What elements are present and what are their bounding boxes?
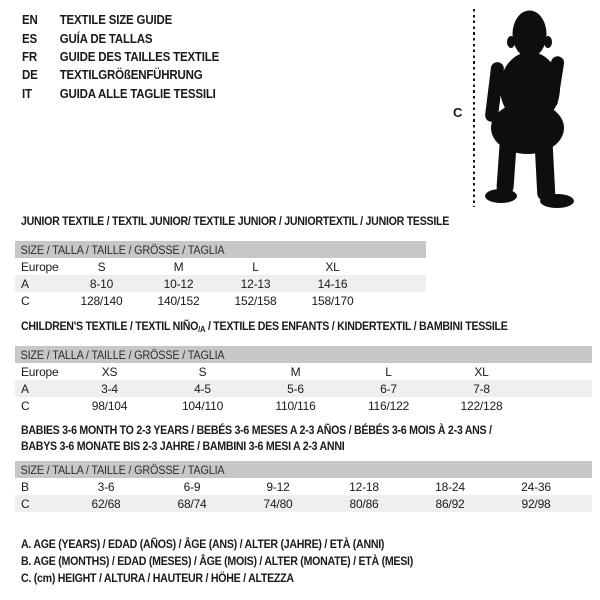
table-row-height [15, 397, 592, 414]
language-code: EN [22, 13, 38, 28]
children-title-sub: /A [198, 324, 206, 334]
children-title-pre: CHILDREN'S TEXTILE / TEXTIL NIÑO [21, 319, 199, 333]
size-cell: 3-4 [101, 381, 118, 396]
babies-title-line1: BABIES 3-6 MONTH TO 2-3 YEARS / BEBÉS 3-6 MESES A 2-3 AÑOS / BÉBÉS 3-6 MOIS À 2-3 ANS / [21, 423, 492, 437]
size-cell: 24-36 [521, 479, 551, 494]
size-cell: 98/104 [91, 398, 128, 413]
size-cell: 74/80 [263, 496, 293, 511]
size-cell: 3-6 [97, 479, 115, 494]
height-label-c: C [453, 105, 463, 120]
size-cell: 8-10 [89, 276, 114, 291]
language-row-fr [22, 48, 219, 66]
size-cell: 7-8 [473, 381, 490, 396]
height-measure-dotted-line [473, 9, 475, 207]
size-cell: 80/86 [349, 496, 379, 511]
table-row-height [15, 495, 592, 512]
language-row-en [22, 11, 219, 29]
row-label: A [21, 381, 29, 396]
column-header: XL [474, 364, 489, 379]
table-row-age [15, 275, 426, 292]
junior-section-title: JUNIOR TEXTILE / TEXTIL JUNIOR/ TEXTILE JUNIOR / JUNIORTEXTIL / JUNIOR TESSILE [21, 214, 450, 228]
children-section-title [21, 319, 508, 338]
table-row-height [15, 292, 426, 309]
size-cell: 9-12 [266, 479, 290, 494]
size-cell: 14-16 [317, 276, 348, 291]
table-header-row [15, 258, 426, 275]
column-header: M [290, 364, 301, 379]
column-header: XL [325, 259, 340, 274]
column-header-europe: Europe [21, 259, 59, 274]
size-cell: 122/128 [460, 398, 503, 413]
language-row-de [22, 66, 219, 84]
size-header-label: SIZE / TALLA / TAILLE / GRÖSSE / TAGLIA [20, 347, 225, 362]
size-cell: 110/116 [275, 398, 316, 413]
table-row-age-months [15, 478, 592, 495]
size-cell: 4-5 [194, 381, 211, 396]
column-header: L [385, 364, 392, 379]
column-header: S [97, 259, 106, 274]
column-header: S [198, 364, 207, 379]
legend-line-b: B. AGE (MONTHS) / EDAD (MESES) / ÂGE (MOIS) / ALTER (MONATE) / ETÀ (MESI) [21, 553, 413, 568]
row-label: C [21, 496, 30, 511]
size-header-band [15, 346, 592, 363]
column-header: XS [101, 364, 118, 379]
column-header-europe: Europe [21, 364, 59, 379]
size-cell: 18-24 [435, 479, 465, 494]
size-cell: 86/92 [435, 496, 465, 511]
size-header-band [15, 241, 426, 258]
size-header-label: SIZE / TALLA / TAILLE / GRÖSSE / TAGLIA [20, 462, 225, 477]
language-title: GUIDA ALLE TAGLIE TESSILI [59, 86, 216, 101]
size-cell: 12-13 [240, 276, 271, 291]
toddler-silhouette-icon [484, 4, 596, 210]
size-cell: 5-6 [287, 381, 304, 396]
legend-line-c: C. (cm) HEIGHT / ALTURA / HAUTEUR / HÖHE / ALTEZZA [21, 570, 294, 585]
size-header-band [15, 461, 592, 478]
row-label: A [21, 276, 29, 291]
children-size-table [15, 346, 592, 414]
size-cell: 12-18 [349, 479, 379, 494]
language-title: TEXTILE SIZE GUIDE [59, 13, 173, 28]
language-code: IT [22, 86, 32, 101]
babies-title-line2: BABYS 3-6 MONATE BIS 2-3 JAHRE / BAMBINI 3-6 MESI A 2-3 ANNI [21, 438, 345, 453]
size-cell: 10-12 [163, 276, 194, 291]
size-cell: 6-9 [183, 479, 201, 494]
size-cell: 128/140 [80, 293, 123, 308]
junior-size-table [15, 241, 426, 309]
babies-section-title [21, 423, 492, 454]
table-header-row [15, 363, 592, 380]
children-title-post: / TEXTILE DES ENFANTS / KINDERTEXTIL / BAMBINI TESSILE [205, 319, 508, 333]
size-cell: 92/98 [521, 496, 551, 511]
size-cell: 104/110 [181, 398, 224, 413]
size-cell: 62/68 [91, 496, 121, 511]
size-cell: 158/170 [311, 293, 354, 308]
language-list [22, 11, 236, 103]
legend-line-a: A. AGE (YEARS) / EDAD (AÑOS) / ÂGE (ANS) / ALTER (JAHRE) / ETÀ (ANNI) [21, 536, 385, 551]
language-row-it [22, 85, 219, 103]
row-label: C [21, 398, 30, 413]
row-label: C [21, 293, 30, 308]
babies-size-table [15, 461, 592, 512]
language-title: GUÍA DE TALLAS [59, 31, 153, 46]
language-row-es [22, 29, 219, 47]
language-title: GUIDE DES TAILLES TEXTILE [59, 49, 220, 64]
size-cell: 6-7 [380, 381, 397, 396]
language-code: DE [22, 68, 38, 83]
language-code: FR [22, 49, 37, 64]
language-title: TEXTILGRÖßENFÜHRUNG [59, 68, 203, 83]
legend [21, 535, 457, 586]
column-header: L [252, 259, 259, 274]
size-header-label: SIZE / TALLA / TAILLE / GRÖSSE / TAGLIA [20, 242, 225, 257]
size-cell: 116/122 [367, 398, 410, 413]
size-cell: 68/74 [177, 496, 207, 511]
size-cell: 140/152 [157, 293, 200, 308]
column-header: M [173, 259, 184, 274]
table-row-age [15, 380, 592, 397]
size-cell: 152/158 [234, 293, 277, 308]
language-code: ES [22, 31, 37, 46]
row-label: B [21, 479, 29, 494]
